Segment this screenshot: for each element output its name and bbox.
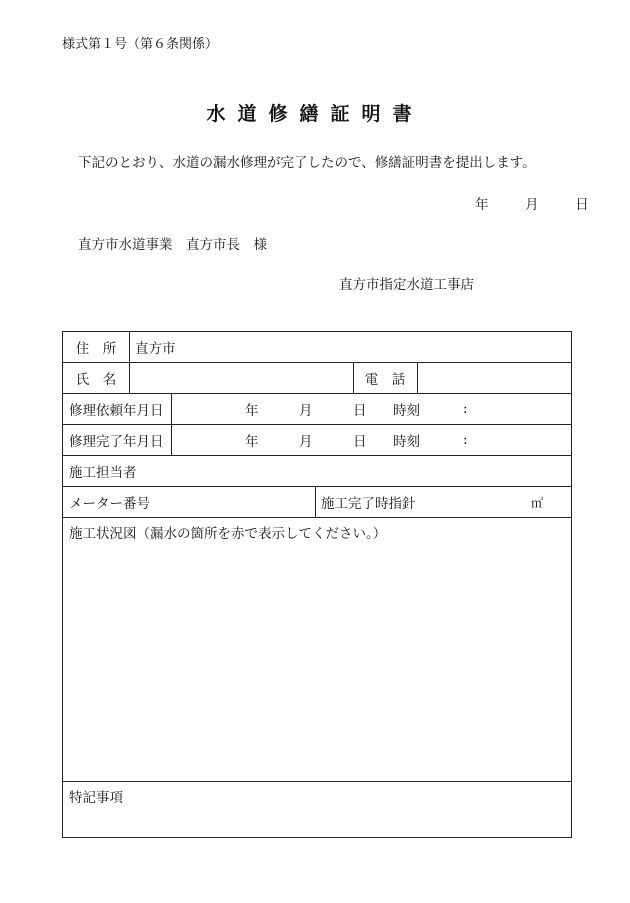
- meter-row: [63, 487, 571, 518]
- request-time-label: 時刻: [393, 403, 420, 419]
- meter-reading-label: 施工完了時指針: [321, 496, 416, 512]
- request-colon: :: [463, 401, 468, 417]
- worker-field[interactable]: [163, 456, 571, 486]
- worker-row: [63, 456, 571, 487]
- issuer: 直方市指定水道工事店: [339, 277, 474, 293]
- request-datetime-field[interactable]: [171, 394, 571, 424]
- address-row: [63, 332, 571, 363]
- meter-number-field[interactable]: [159, 487, 315, 517]
- address-field[interactable]: 直方市: [135, 341, 176, 357]
- worker-label: 施工担当者: [69, 465, 137, 481]
- diagram-row: [63, 518, 571, 782]
- remarks-row: [63, 782, 571, 838]
- complete-month-label: 月: [299, 434, 313, 450]
- day-label: 日: [575, 197, 589, 213]
- complete-day-label: 日: [353, 434, 367, 450]
- phone-label: 電 話: [364, 372, 406, 388]
- complete-datetime-row: [63, 425, 571, 456]
- complete-time-label: 時刻: [393, 434, 420, 450]
- complete-datetime-label: 修理完了年月日: [69, 434, 164, 450]
- month-label: 月: [525, 197, 539, 213]
- name-label: 氏 名: [75, 372, 117, 388]
- meter-number-label: メーター番号: [69, 496, 150, 512]
- submission-date: [475, 193, 589, 213]
- remarks-area[interactable]: [63, 806, 571, 838]
- name-field[interactable]: [129, 363, 353, 393]
- name-row: [63, 363, 571, 394]
- request-datetime-row: [63, 394, 571, 425]
- diagram-area[interactable]: [63, 542, 571, 781]
- meter-reading-field[interactable]: [425, 487, 521, 517]
- form-number: 様式第１号（第６条関係）: [62, 37, 219, 52]
- phone-field[interactable]: [417, 363, 571, 393]
- complete-year-label: 年: [245, 434, 259, 450]
- address-label: 住 所: [75, 341, 117, 357]
- intro-text: 下記のとおり、水道の漏水修理が完了したので、修繕証明書を提出します。: [78, 155, 536, 171]
- diagram-label: 施工状況図（漏水の箇所を赤で表示してください。）: [69, 526, 387, 542]
- request-datetime-label: 修理依頼年月日: [69, 403, 164, 419]
- remarks-label: 特記事項: [69, 790, 123, 806]
- request-year-label: 年: [245, 403, 259, 419]
- year-label: 年: [475, 197, 489, 213]
- page-title: 水道修繕証明書: [206, 103, 424, 125]
- complete-colon: :: [463, 432, 468, 448]
- addressee: 直方市水道事業 直方市長 様: [78, 237, 267, 253]
- cubic-meter-unit: ㎥: [531, 495, 544, 510]
- request-month-label: 月: [299, 403, 313, 419]
- complete-datetime-field[interactable]: [171, 425, 571, 455]
- repair-certificate-table: [62, 331, 572, 838]
- request-day-label: 日: [353, 403, 367, 419]
